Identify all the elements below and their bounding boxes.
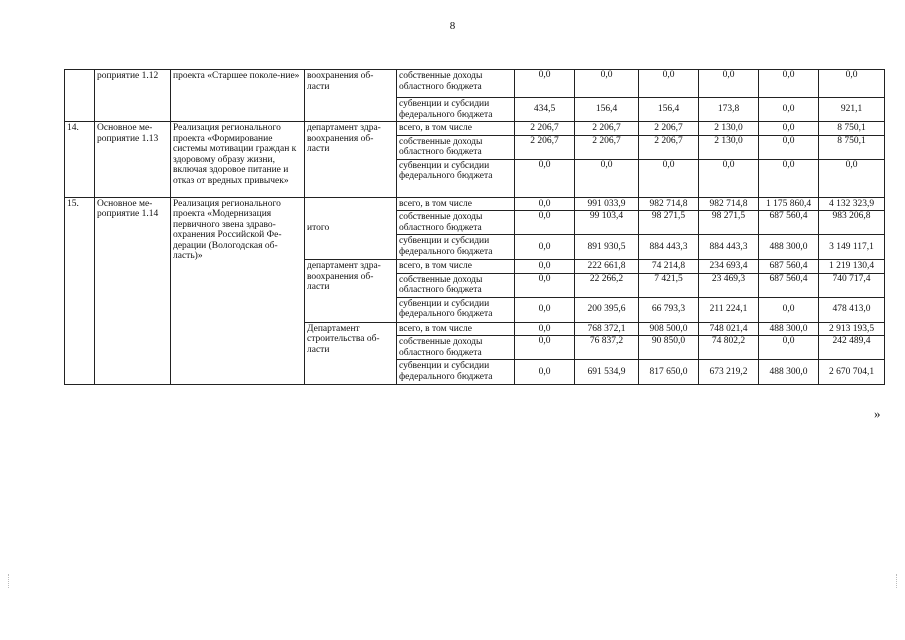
- value-cell: 0,0: [515, 70, 575, 98]
- value-cell: 242 489,4: [819, 336, 885, 360]
- value-cell: 921,1: [819, 98, 885, 122]
- value-cell: 0,0: [639, 70, 699, 98]
- executor-cell: Департамент строительства об-ласти: [305, 322, 397, 385]
- value-cell: 891 930,5: [575, 235, 639, 260]
- action-cell: роприятие 1.12: [95, 70, 171, 122]
- source-cell: всего, в том числе: [397, 122, 515, 136]
- value-cell: 0,0: [575, 159, 639, 197]
- value-cell: 23 469,3: [699, 273, 759, 297]
- project-cell: Реализация регионального проекта «Формирование системы мотивации граждан к здоровому образу жизни, включая здоровое питание и отказ от вредных привычек»: [171, 122, 305, 198]
- value-cell: 488 300,0: [759, 235, 819, 260]
- value-cell: 982 714,8: [639, 197, 699, 211]
- executor-cell: итого: [305, 197, 397, 260]
- value-cell: 8 750,1: [819, 122, 885, 136]
- value-cell: 991 033,9: [575, 197, 639, 211]
- source-cell: собственные доходы областного бюджета: [397, 273, 515, 297]
- value-cell: 687 560,4: [759, 260, 819, 274]
- value-cell: 173,8: [699, 98, 759, 122]
- budget-table: [64, 69, 885, 385]
- value-cell: 687 560,4: [759, 273, 819, 297]
- value-cell: 0,0: [515, 273, 575, 297]
- value-cell: 156,4: [639, 98, 699, 122]
- source-cell: всего, в том числе: [397, 260, 515, 274]
- value-cell: 200 395,6: [575, 297, 639, 322]
- value-cell: 884 443,3: [699, 235, 759, 260]
- value-cell: 0,0: [515, 297, 575, 322]
- value-cell: 0,0: [759, 70, 819, 98]
- value-cell: 488 300,0: [759, 322, 819, 336]
- value-cell: 22 266,2: [575, 273, 639, 297]
- value-cell: 1 219 130,4: [819, 260, 885, 274]
- value-cell: 0,0: [515, 336, 575, 360]
- value-cell: 0,0: [759, 98, 819, 122]
- source-cell: субвенции и субсидии федерального бюджета: [397, 159, 515, 197]
- value-cell: 478 413,0: [819, 297, 885, 322]
- value-cell: 983 206,8: [819, 211, 885, 235]
- value-cell: 90 850,0: [639, 336, 699, 360]
- table-row: [65, 70, 885, 98]
- value-cell: 2 670 704,1: [819, 360, 885, 385]
- value-cell: 0,0: [515, 322, 575, 336]
- value-cell: 0,0: [759, 122, 819, 136]
- value-cell: 234 693,4: [699, 260, 759, 274]
- value-cell: 222 661,8: [575, 260, 639, 274]
- value-cell: 768 372,1: [575, 322, 639, 336]
- value-cell: 488 300,0: [759, 360, 819, 385]
- value-cell: 884 443,3: [639, 235, 699, 260]
- value-cell: 66 793,3: [639, 297, 699, 322]
- project-cell: Реализация регионального проекта «Модернизация первичного звена здраво-охранения Российской Фе-дерации (Вологодская об-ласть)»: [171, 197, 305, 385]
- executor-cell: воохранения об-ласти: [305, 70, 397, 122]
- value-cell: 0,0: [759, 336, 819, 360]
- value-cell: 982 714,8: [699, 197, 759, 211]
- value-cell: 740 717,4: [819, 273, 885, 297]
- value-cell: 0,0: [515, 360, 575, 385]
- source-cell: собственные доходы областного бюджета: [397, 211, 515, 235]
- project-cell: проекта «Старшее поколе-ние»: [171, 70, 305, 122]
- scan-edge-mark: [8, 574, 10, 588]
- source-cell: собственные доходы областного бюджета: [397, 135, 515, 159]
- value-cell: 817 650,0: [639, 360, 699, 385]
- value-cell: 0,0: [515, 235, 575, 260]
- closing-quote: »: [874, 406, 881, 421]
- value-cell: 0,0: [575, 70, 639, 98]
- source-cell: собственные доходы областного бюджета: [397, 336, 515, 360]
- value-cell: 2 206,7: [639, 122, 699, 136]
- value-cell: 0,0: [699, 159, 759, 197]
- value-cell: 0,0: [759, 135, 819, 159]
- scan-edge-mark: [896, 574, 898, 588]
- value-cell: 2 206,7: [639, 135, 699, 159]
- value-cell: 748 021,4: [699, 322, 759, 336]
- value-cell: 74 802,2: [699, 336, 759, 360]
- value-cell: 0,0: [819, 70, 885, 98]
- source-cell: субвенции и субсидии федерального бюджета: [397, 235, 515, 260]
- value-cell: 0,0: [515, 211, 575, 235]
- value-cell: 2 913 193,5: [819, 322, 885, 336]
- executor-cell: департамент здра-воохранения об-ласти: [305, 122, 397, 198]
- value-cell: 211 224,1: [699, 297, 759, 322]
- value-cell: 1 175 860,4: [759, 197, 819, 211]
- value-cell: 687 560,4: [759, 211, 819, 235]
- source-cell: субвенции и субсидии федерального бюджета: [397, 297, 515, 322]
- row-number-cell: 14.: [65, 122, 95, 198]
- value-cell: 8 750,1: [819, 135, 885, 159]
- action-cell: Основное ме-роприятие 1.13: [95, 122, 171, 198]
- value-cell: 434,5: [515, 98, 575, 122]
- page-number: 8: [449, 20, 456, 32]
- value-cell: 0,0: [515, 260, 575, 274]
- value-cell: 2 206,7: [515, 135, 575, 159]
- value-cell: 4 132 323,9: [819, 197, 885, 211]
- source-cell: всего, в том числе: [397, 322, 515, 336]
- value-cell: 98 271,5: [699, 211, 759, 235]
- value-cell: 2 206,7: [575, 122, 639, 136]
- value-cell: 673 219,2: [699, 360, 759, 385]
- source-cell: субвенции и субсидии федерального бюджета: [397, 360, 515, 385]
- table-row: [65, 122, 885, 136]
- value-cell: 156,4: [575, 98, 639, 122]
- value-cell: 3 149 117,1: [819, 235, 885, 260]
- source-cell: всего, в том числе: [397, 197, 515, 211]
- source-cell: субвенции и субсидии федерального бюджета: [397, 98, 515, 122]
- row-number-cell: 15.: [65, 197, 95, 385]
- value-cell: 74 214,8: [639, 260, 699, 274]
- value-cell: 7 421,5: [639, 273, 699, 297]
- value-cell: 76 837,2: [575, 336, 639, 360]
- value-cell: 2 206,7: [515, 122, 575, 136]
- value-cell: 2 130,0: [699, 122, 759, 136]
- table-row: [65, 197, 885, 211]
- value-cell: 0,0: [639, 159, 699, 197]
- value-cell: 99 103,4: [575, 211, 639, 235]
- value-cell: 2 130,0: [699, 135, 759, 159]
- value-cell: 0,0: [759, 159, 819, 197]
- value-cell: 0,0: [759, 297, 819, 322]
- value-cell: 98 271,5: [639, 211, 699, 235]
- value-cell: 0,0: [515, 159, 575, 197]
- executor-cell: департамент здра-воохранения об-ласти: [305, 260, 397, 323]
- value-cell: 908 500,0: [639, 322, 699, 336]
- value-cell: 691 534,9: [575, 360, 639, 385]
- value-cell: 0,0: [819, 159, 885, 197]
- action-cell: Основное ме-роприятие 1.14: [95, 197, 171, 385]
- source-cell: собственные доходы областного бюджета: [397, 70, 515, 98]
- value-cell: 0,0: [515, 197, 575, 211]
- value-cell: 2 206,7: [575, 135, 639, 159]
- value-cell: 0,0: [699, 70, 759, 98]
- row-number-cell: [65, 70, 95, 122]
